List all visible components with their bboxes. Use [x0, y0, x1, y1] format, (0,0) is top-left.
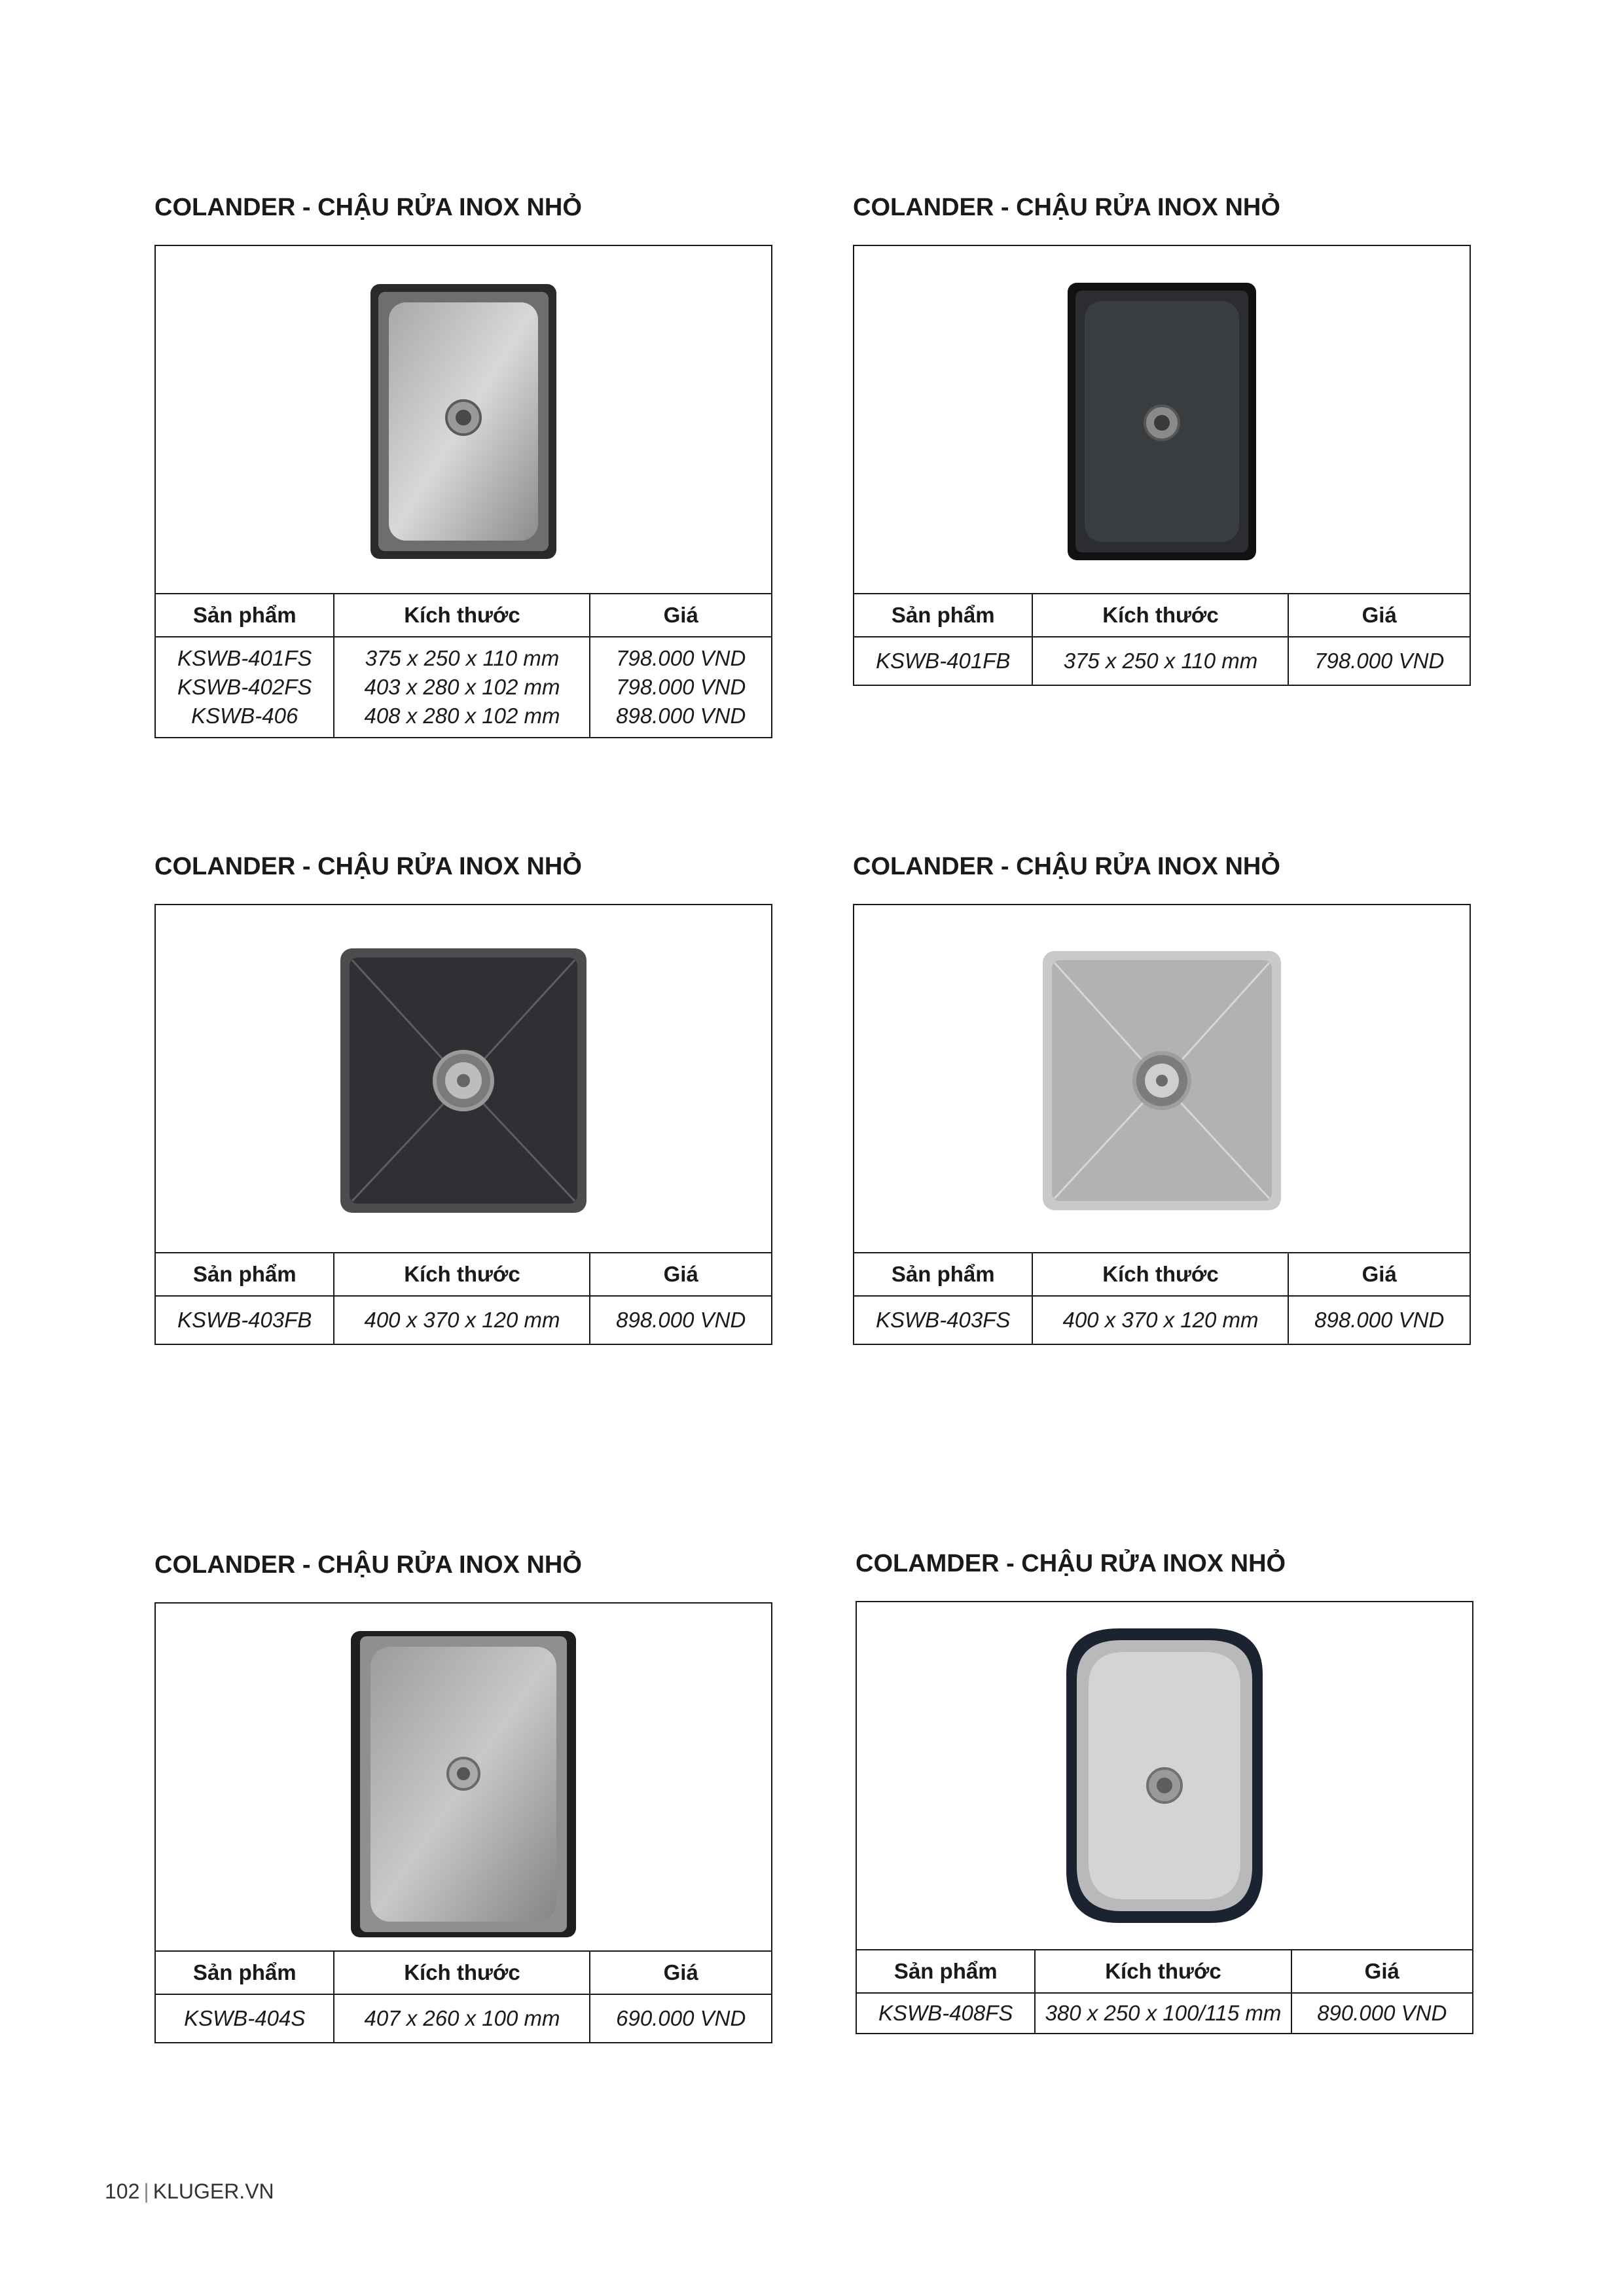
sink-image-brushed-steel: [156, 246, 771, 593]
product-image-frame: [853, 245, 1471, 594]
product-title: COLANDER - CHẬU RỬA INOX NHỎ: [154, 194, 582, 221]
product-title: COLANDER - CHẬU RỬA INOX NHỎ: [853, 194, 1280, 221]
page-number: 102: [105, 2179, 140, 2203]
header-price: Giá: [1288, 1253, 1470, 1296]
product-size: 407 x 260 x 100 mm: [334, 1994, 590, 2043]
product-code: KSWB-403FB: [155, 1296, 334, 1344]
sink-image-dark-square: [156, 905, 771, 1252]
header-size: Kích thước: [334, 1951, 590, 1994]
product-size: 408 x 280 x 102 mm: [364, 704, 560, 728]
product-image-frame: [853, 904, 1471, 1253]
product-image-frame: [154, 245, 772, 594]
header-size: Kích thước: [334, 594, 590, 637]
product-price: 890.000 VND: [1291, 1993, 1473, 2034]
sink-image-steel-rect: [156, 1604, 771, 1950]
header-product: Sản phẩm: [854, 1253, 1032, 1296]
product-image-frame: [154, 1602, 772, 1952]
footer-site[interactable]: KLUGER.VN: [153, 2179, 274, 2203]
product-size: 400 x 370 x 120 mm: [1032, 1296, 1288, 1344]
footer-separator: |: [143, 2179, 149, 2203]
header-price: Giá: [590, 594, 772, 637]
header-size: Kích thước: [334, 1253, 590, 1296]
product-price: 690.000 VND: [590, 1994, 772, 2043]
spec-table: [154, 593, 772, 738]
sink-image-oval: [857, 1602, 1472, 1949]
product-size: 403 x 280 x 102 mm: [364, 675, 560, 699]
product-title: COLAMDER - CHẬU RỬA INOX NHỎ: [856, 1550, 1286, 1577]
product-image-frame: [856, 1601, 1473, 1950]
sink-image-black: [854, 246, 1470, 593]
header-size: Kích thước: [1032, 594, 1288, 637]
product-code: KSWB-401FB: [854, 637, 1032, 685]
header-price: Giá: [1288, 594, 1470, 637]
spec-table: [154, 1950, 772, 2043]
product-price: 898.000 VND: [1288, 1296, 1470, 1344]
product-price: 898.000 VND: [616, 704, 746, 728]
header-price: Giá: [590, 1951, 772, 1994]
product-code: KSWB-402FS: [177, 675, 312, 699]
spec-table: [856, 1949, 1473, 2034]
header-product: Sản phẩm: [155, 594, 334, 637]
header-product: Sản phẩm: [856, 1950, 1035, 1993]
product-size: 375 x 250 x 110 mm: [365, 646, 560, 670]
spec-table: [853, 593, 1471, 686]
product-price: 798.000 VND: [616, 675, 746, 699]
product-size: 380 x 250 x 100/115 mm: [1035, 1993, 1291, 2034]
product-title: COLANDER - CHẬU RỬA INOX NHỎ: [154, 1551, 582, 1579]
header-size: Kích thước: [1032, 1253, 1288, 1296]
product-price: 798.000 VND: [616, 646, 746, 670]
product-code: KSWB-403FS: [854, 1296, 1032, 1344]
cell-sizes: [334, 637, 590, 738]
product-title: COLANDER - CHẬU RỬA INOX NHỎ: [154, 853, 582, 880]
header-product: Sản phẩm: [155, 1951, 334, 1994]
product-code: KSWB-408FS: [856, 1993, 1035, 2034]
header-price: Giá: [590, 1253, 772, 1296]
product-image-frame: [154, 904, 772, 1253]
cell-prices: [590, 637, 772, 738]
spec-table: [853, 1252, 1471, 1345]
header-size: Kích thước: [1035, 1950, 1291, 1993]
product-price: 798.000 VND: [1288, 637, 1470, 685]
sink-image-steel-square: [854, 905, 1470, 1252]
header-product: Sản phẩm: [155, 1253, 334, 1296]
product-code: KSWB-406: [191, 704, 298, 728]
product-size: 400 x 370 x 120 mm: [334, 1296, 590, 1344]
page-footer: [105, 2179, 274, 2204]
product-title: COLANDER - CHẬU RỬA INOX NHỎ: [853, 853, 1280, 880]
spec-table: [154, 1252, 772, 1345]
header-product: Sản phẩm: [854, 594, 1032, 637]
header-price: Giá: [1291, 1950, 1473, 1993]
product-code: KSWB-401FS: [177, 646, 312, 670]
cell-products: [155, 637, 334, 738]
product-size: 375 x 250 x 110 mm: [1032, 637, 1288, 685]
product-code: KSWB-404S: [155, 1994, 334, 2043]
product-price: 898.000 VND: [590, 1296, 772, 1344]
